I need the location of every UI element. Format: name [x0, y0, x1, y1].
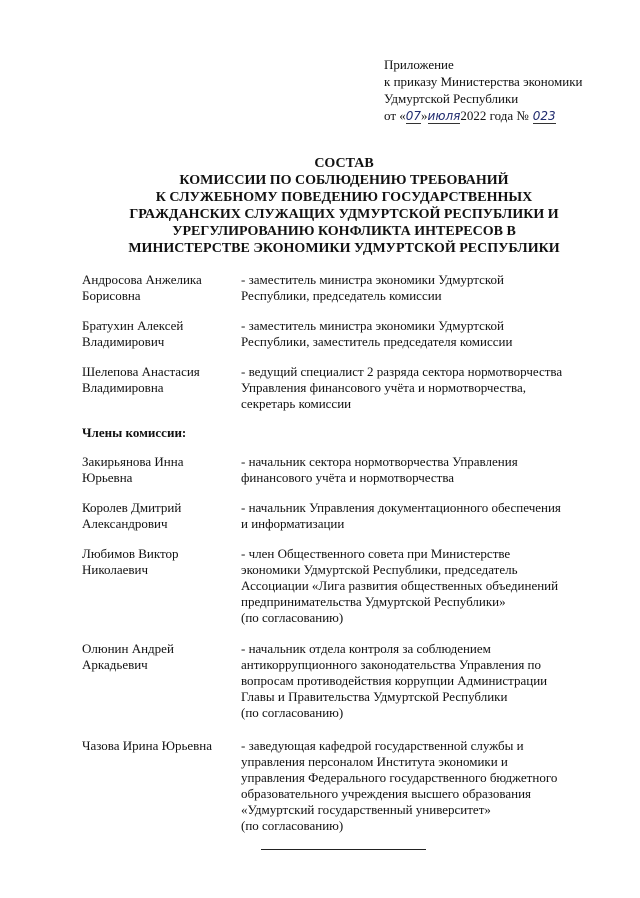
date-prefix: от « [384, 108, 406, 123]
member-name: Шелепова Анастасия Владимировна [82, 364, 200, 395]
appendix-order-ref: к приказу Министерства экономики [384, 74, 583, 89]
title-line: СОСТАВ [314, 156, 374, 171]
document-title [74, 155, 614, 257]
date-month-handwritten: июля [427, 109, 461, 123]
member-role: - член Общественного совета при Министерстве экономики Удмуртской Республики, председатель Ассоциации «Лига развития общественных объединений предпринимательства Удмуртской Республики» (по согласованию) [241, 546, 559, 625]
member-name: Олюнин Андрей Аркадьевич [82, 641, 174, 672]
member-role: - заведующая кафедрой государственной службы и управления персоналом Института экономики и управления Федерального государственного бюджетного образовательного учреждения высшего образования «Удмуртский государственный университет» (по согласованию) [241, 738, 558, 833]
member-name: Любимов Виктор Николаевич [82, 546, 179, 577]
title-line: УРЕГУЛИРОВАНИЮ КОНФЛИКТА ИНТЕРЕСОВ В [172, 224, 516, 239]
member-name: Чазова Ирина Юрьевна [82, 738, 213, 753]
appendix-title: Приложение [384, 57, 454, 72]
date-sep: » [421, 108, 428, 123]
member-role: - начальник отдела контроля за соблюдением антикоррупционного законодательства Управления по вопросам противодействия коррупции Администрации Главы и Правительства Удмуртской Республики (по согласованию) [241, 641, 548, 720]
appendix-block [384, 56, 582, 124]
title-line: К СЛУЖЕБНОМУ ПОВЕДЕНИЮ ГОСУДАРСТВЕННЫХ [155, 190, 533, 205]
member-role: - заместитель министра экономики Удмуртской Республики, председатель комиссии [241, 272, 504, 303]
member-name: Королев Дмитрий Александрович [82, 500, 182, 531]
title-line: КОМИССИИ ПО СОБЛЮДЕНИЮ ТРЕБОВАНИЙ [179, 173, 509, 188]
order-number-handwritten: 023 [532, 109, 556, 123]
member-role: - начальник Управления документационного обеспечения и информатизации [241, 500, 561, 531]
appendix-date-line [384, 107, 582, 124]
end-divider [261, 849, 426, 850]
title-line: ГРАЖДАНСКИХ СЛУЖАЩИХ УДМУРТСКОЙ РЕСПУБЛИКИ И [129, 207, 559, 222]
date-year: 2022 года № [460, 108, 529, 123]
member-role: - заместитель министра экономики Удмуртской Республики, заместитель председателя комиссии [241, 318, 513, 349]
member-role: - начальник сектора нормотворчества Управления финансового учёта и нормотворчества [241, 454, 518, 485]
appendix-republic: Удмуртской Республики [384, 91, 519, 106]
member-role: - ведущий специалист 2 разряда сектора нормотворчества Управления финансового учёта и нормотворчества, секретарь комиссии [241, 364, 563, 411]
member-name: Братухин Алексей Владимирович [82, 318, 184, 349]
date-day-handwritten: 07 [405, 109, 422, 123]
member-name: Закирьянова Инна Юрьевна [82, 454, 184, 485]
title-line: МИНИСТЕРСТВЕ ЭКОНОМИКИ УДМУРТСКОЙ РЕСПУБЛИКИ [128, 241, 560, 256]
members-heading: Члены комиссии: [82, 425, 187, 440]
member-name: Андросова Анжелика Борисовна [82, 272, 202, 303]
